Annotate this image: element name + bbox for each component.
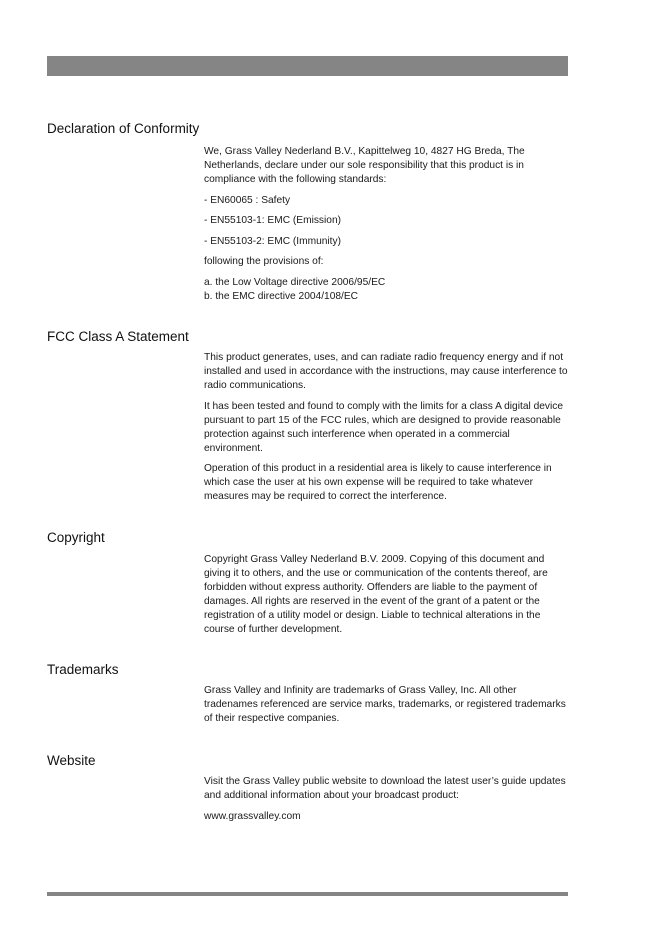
copyright-body bbox=[204, 553, 568, 637]
website-body bbox=[204, 775, 568, 824]
declaration-paragraph: We, Grass Valley Nederland B.V., Kapittelweg 10, 4827 HG Breda, The Netherlands, declare under our sole responsibility that this product is in compliance with the following standards: bbox=[204, 146, 525, 185]
fcc-paragraph-3: Operation of this product in a residential area is likely to cause interference in which case the user at his own expense will be required to take whatever measures may be required to correct the interference. bbox=[204, 463, 552, 502]
copyright-heading: Copyright bbox=[47, 530, 105, 545]
declaration-body bbox=[204, 145, 568, 304]
fcc-heading: FCC Class A Statement bbox=[47, 329, 189, 344]
directive-emc: b. the EMC directive 2004/108/EC bbox=[204, 290, 359, 302]
directive-low-voltage: a. the Low Voltage directive 2006/95/EC bbox=[204, 276, 386, 288]
fcc-paragraph-1: This product generates, uses, and can radiate radio frequency energy and if not installed and used in accordance with the instructions, may cause interference to radio communications. bbox=[204, 352, 568, 391]
fcc-paragraph-2: It has been tested and found to comply with the limits for a class A digital device pursuant to part 15 of the FCC rules, which are designed to provide reasonable protection against such interference when operated in a commercial environment. bbox=[204, 400, 564, 454]
standard-safety: - EN60065 : Safety bbox=[204, 194, 291, 206]
standard-emission: - EN55103-1: EMC (Emission) bbox=[204, 215, 342, 226]
trademarks-heading: Trademarks bbox=[47, 662, 119, 677]
trademarks-body bbox=[204, 684, 568, 726]
website-heading: Website bbox=[47, 753, 96, 768]
header-bar bbox=[47, 56, 568, 76]
fcc-body bbox=[204, 351, 568, 504]
website-paragraph: Visit the Grass Valley public website to download the latest user’s guide updates and additional information about your broadcast product: bbox=[204, 776, 566, 801]
declaration-heading: Declaration of Conformity bbox=[47, 121, 200, 136]
footer-rule bbox=[47, 892, 568, 896]
copyright-paragraph: Copyright Grass Valley Nederland B.V. 2009. Copying of this document and giving it to others, and the use or communication of the contents thereof, are forbidden without express authority. Offenders are liable to the payment of damages. All rights are reserved in the event of the grant of a patent or the registration of a utility model or design. Liable to technical alterations in the course of further development. bbox=[204, 554, 548, 635]
standard-immunity: - EN55103-2: EMC (Immunity) bbox=[204, 235, 341, 247]
trademarks-paragraph: Grass Valley and Infinity are trademarks of Grass Valley, Inc. All other tradenames referenced are service marks, trademarks, or registered trademarks of their respective companies. bbox=[204, 685, 566, 724]
provisions-text: following the provisions of: bbox=[204, 256, 324, 267]
website-url[interactable]: www.grassvalley.com bbox=[204, 810, 301, 822]
